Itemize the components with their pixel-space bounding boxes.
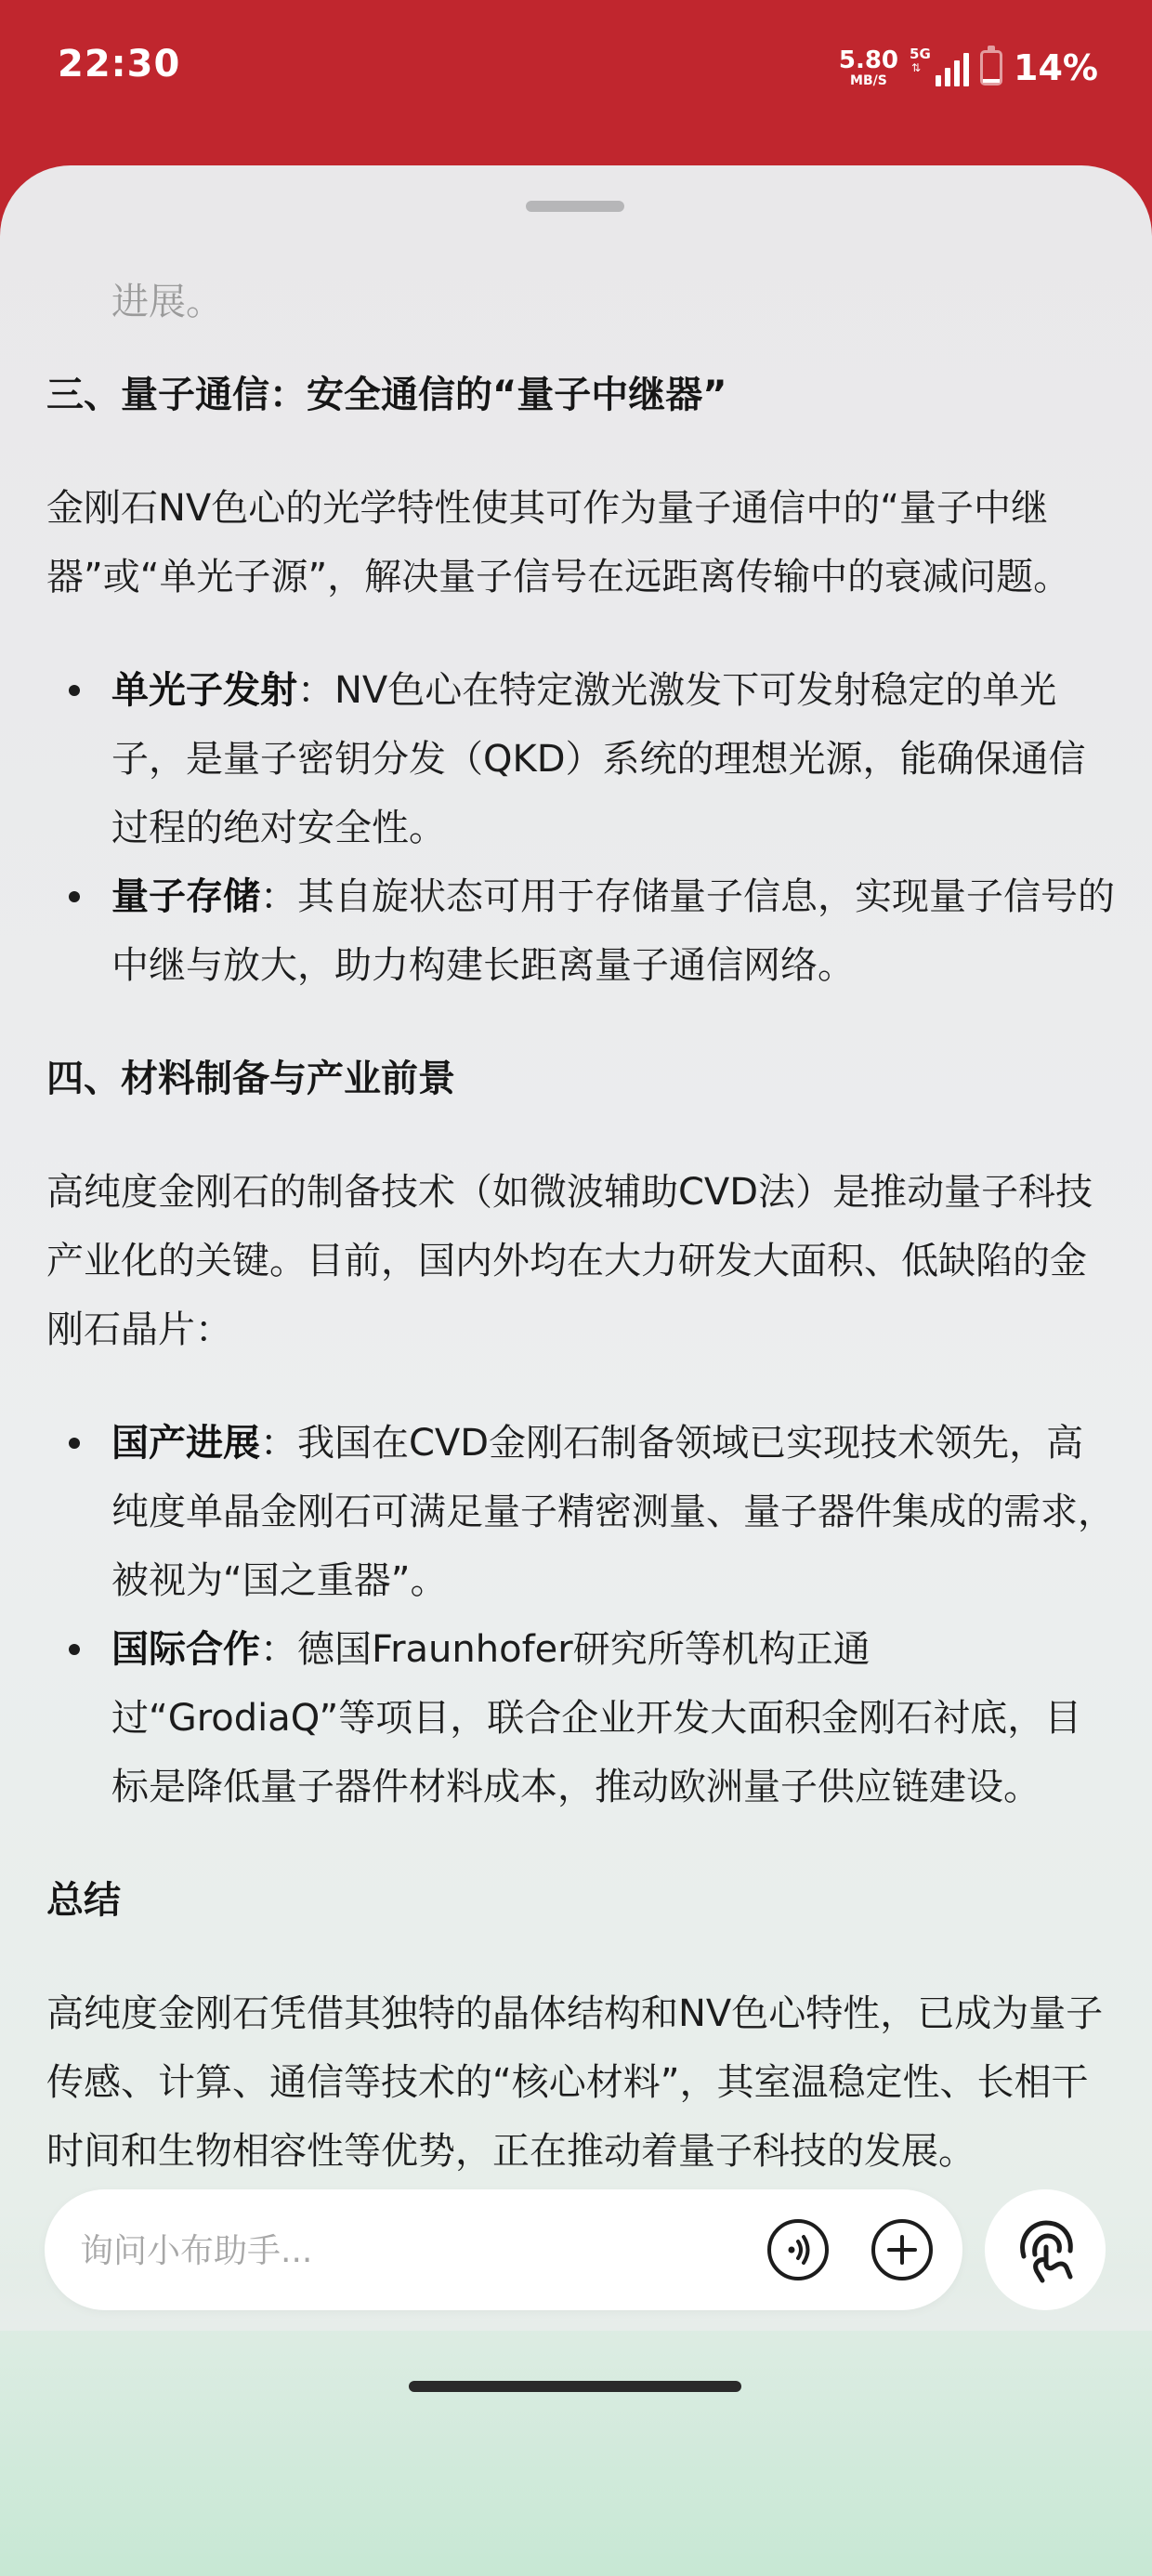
- list-item: [46, 1409, 1115, 1615]
- section-heading: 四、材料制备与产业前景: [46, 1058, 455, 1100]
- list-item: [46, 656, 1115, 862]
- status-indicators: [839, 45, 1098, 91]
- voice-icon[interactable]: [767, 2219, 829, 2280]
- network-speed-unit: MB/S: [850, 73, 887, 88]
- battery-fill: [983, 79, 1000, 83]
- summary-paragraph: 高纯度金刚石凭借其独特的晶体结构和NV色心特性，已成为量子传感、计算、通信等技术的“核心材料”，其室温稳定性、长相干时间和生物相容性等优势，正在推动着量子科技的发展。: [46, 1992, 1104, 2173]
- bullet-term: 量子存储: [111, 875, 260, 918]
- plus-icon[interactable]: [871, 2219, 933, 2280]
- battery-percent: 14%: [1014, 47, 1098, 88]
- summary-heading: 总结: [46, 1879, 121, 1922]
- signal-icon: [910, 47, 969, 88]
- data-arrows-icon: ⇅: [911, 61, 922, 74]
- status-time: 22:30: [58, 43, 181, 85]
- bullet-term: 国际合作: [111, 1628, 260, 1671]
- ask-assistant-input[interactable]: [78, 2189, 732, 2312]
- network-speed: [839, 48, 898, 87]
- signal-bars: [936, 53, 969, 86]
- network-type: 5G: [910, 46, 931, 62]
- previous-text-fragment: 进展。: [111, 281, 223, 323]
- bullet-dot: [69, 891, 80, 902]
- bullet-dot: [69, 685, 80, 696]
- bullet-term: 单光子发射: [111, 669, 297, 712]
- section-paragraph: 高纯度金刚石的制备技术（如微波辅助CVD法）是推动量子科技产业化的关键。目前，国内外均在大力研发大面积、低缺陷的金刚石晶片：: [46, 1171, 1093, 1351]
- section-paragraph: 金刚石NV色心的光学特性使其可作为量子通信中的“量子中继器”或“单光子源”，解决量子信号在远距离传输中的衰减问题。: [46, 487, 1071, 598]
- network-speed-value: 5.80: [838, 46, 899, 74]
- list-item: [46, 1615, 1115, 1821]
- list-item: [46, 862, 1115, 1000]
- bullet-list: [46, 656, 1115, 1000]
- section-heading: 三、量子通信：安全通信的“量子中继器”: [46, 374, 727, 416]
- bullet-dot: [69, 1438, 80, 1449]
- bullet-text: ：NV色心在特定激光激发下可发射稳定的单光子，是量子密钥分发（QKD）系统的理想光源，能确保通信过程的绝对安全性。: [111, 669, 1086, 849]
- bullet-list: [46, 1409, 1115, 1821]
- bullet-text: ：我国在CVD金刚石制备领域已实现技术领先，高纯度单晶金刚石可满足量子精密测量、量子器件集成的需求，被视为“国之重器”。: [111, 1422, 1115, 1602]
- bullet-term: 国产进展: [111, 1422, 260, 1465]
- battery-icon: [980, 50, 1002, 85]
- home-indicator[interactable]: [409, 2381, 741, 2392]
- assistant-icon[interactable]: [985, 2189, 1106, 2310]
- article-content: [46, 165, 1115, 2303]
- status-bar: [0, 0, 1152, 139]
- chat-input-bar: [45, 2189, 962, 2310]
- bullet-dot: [69, 1644, 80, 1655]
- bullet-text: ：其自旋状态可用于存储量子信息，实现量子信号的中继与放大，助力构建长距离量子通信网络。: [111, 875, 1115, 987]
- bullet-text: ：德国Fraunhofer研究所等机构正通过“GrodiaQ”等项目，联合企业开发大面积金刚石衬底，目标是降低量子器件材料成本，推动欧洲量子供应链建设。: [111, 1628, 1082, 1808]
